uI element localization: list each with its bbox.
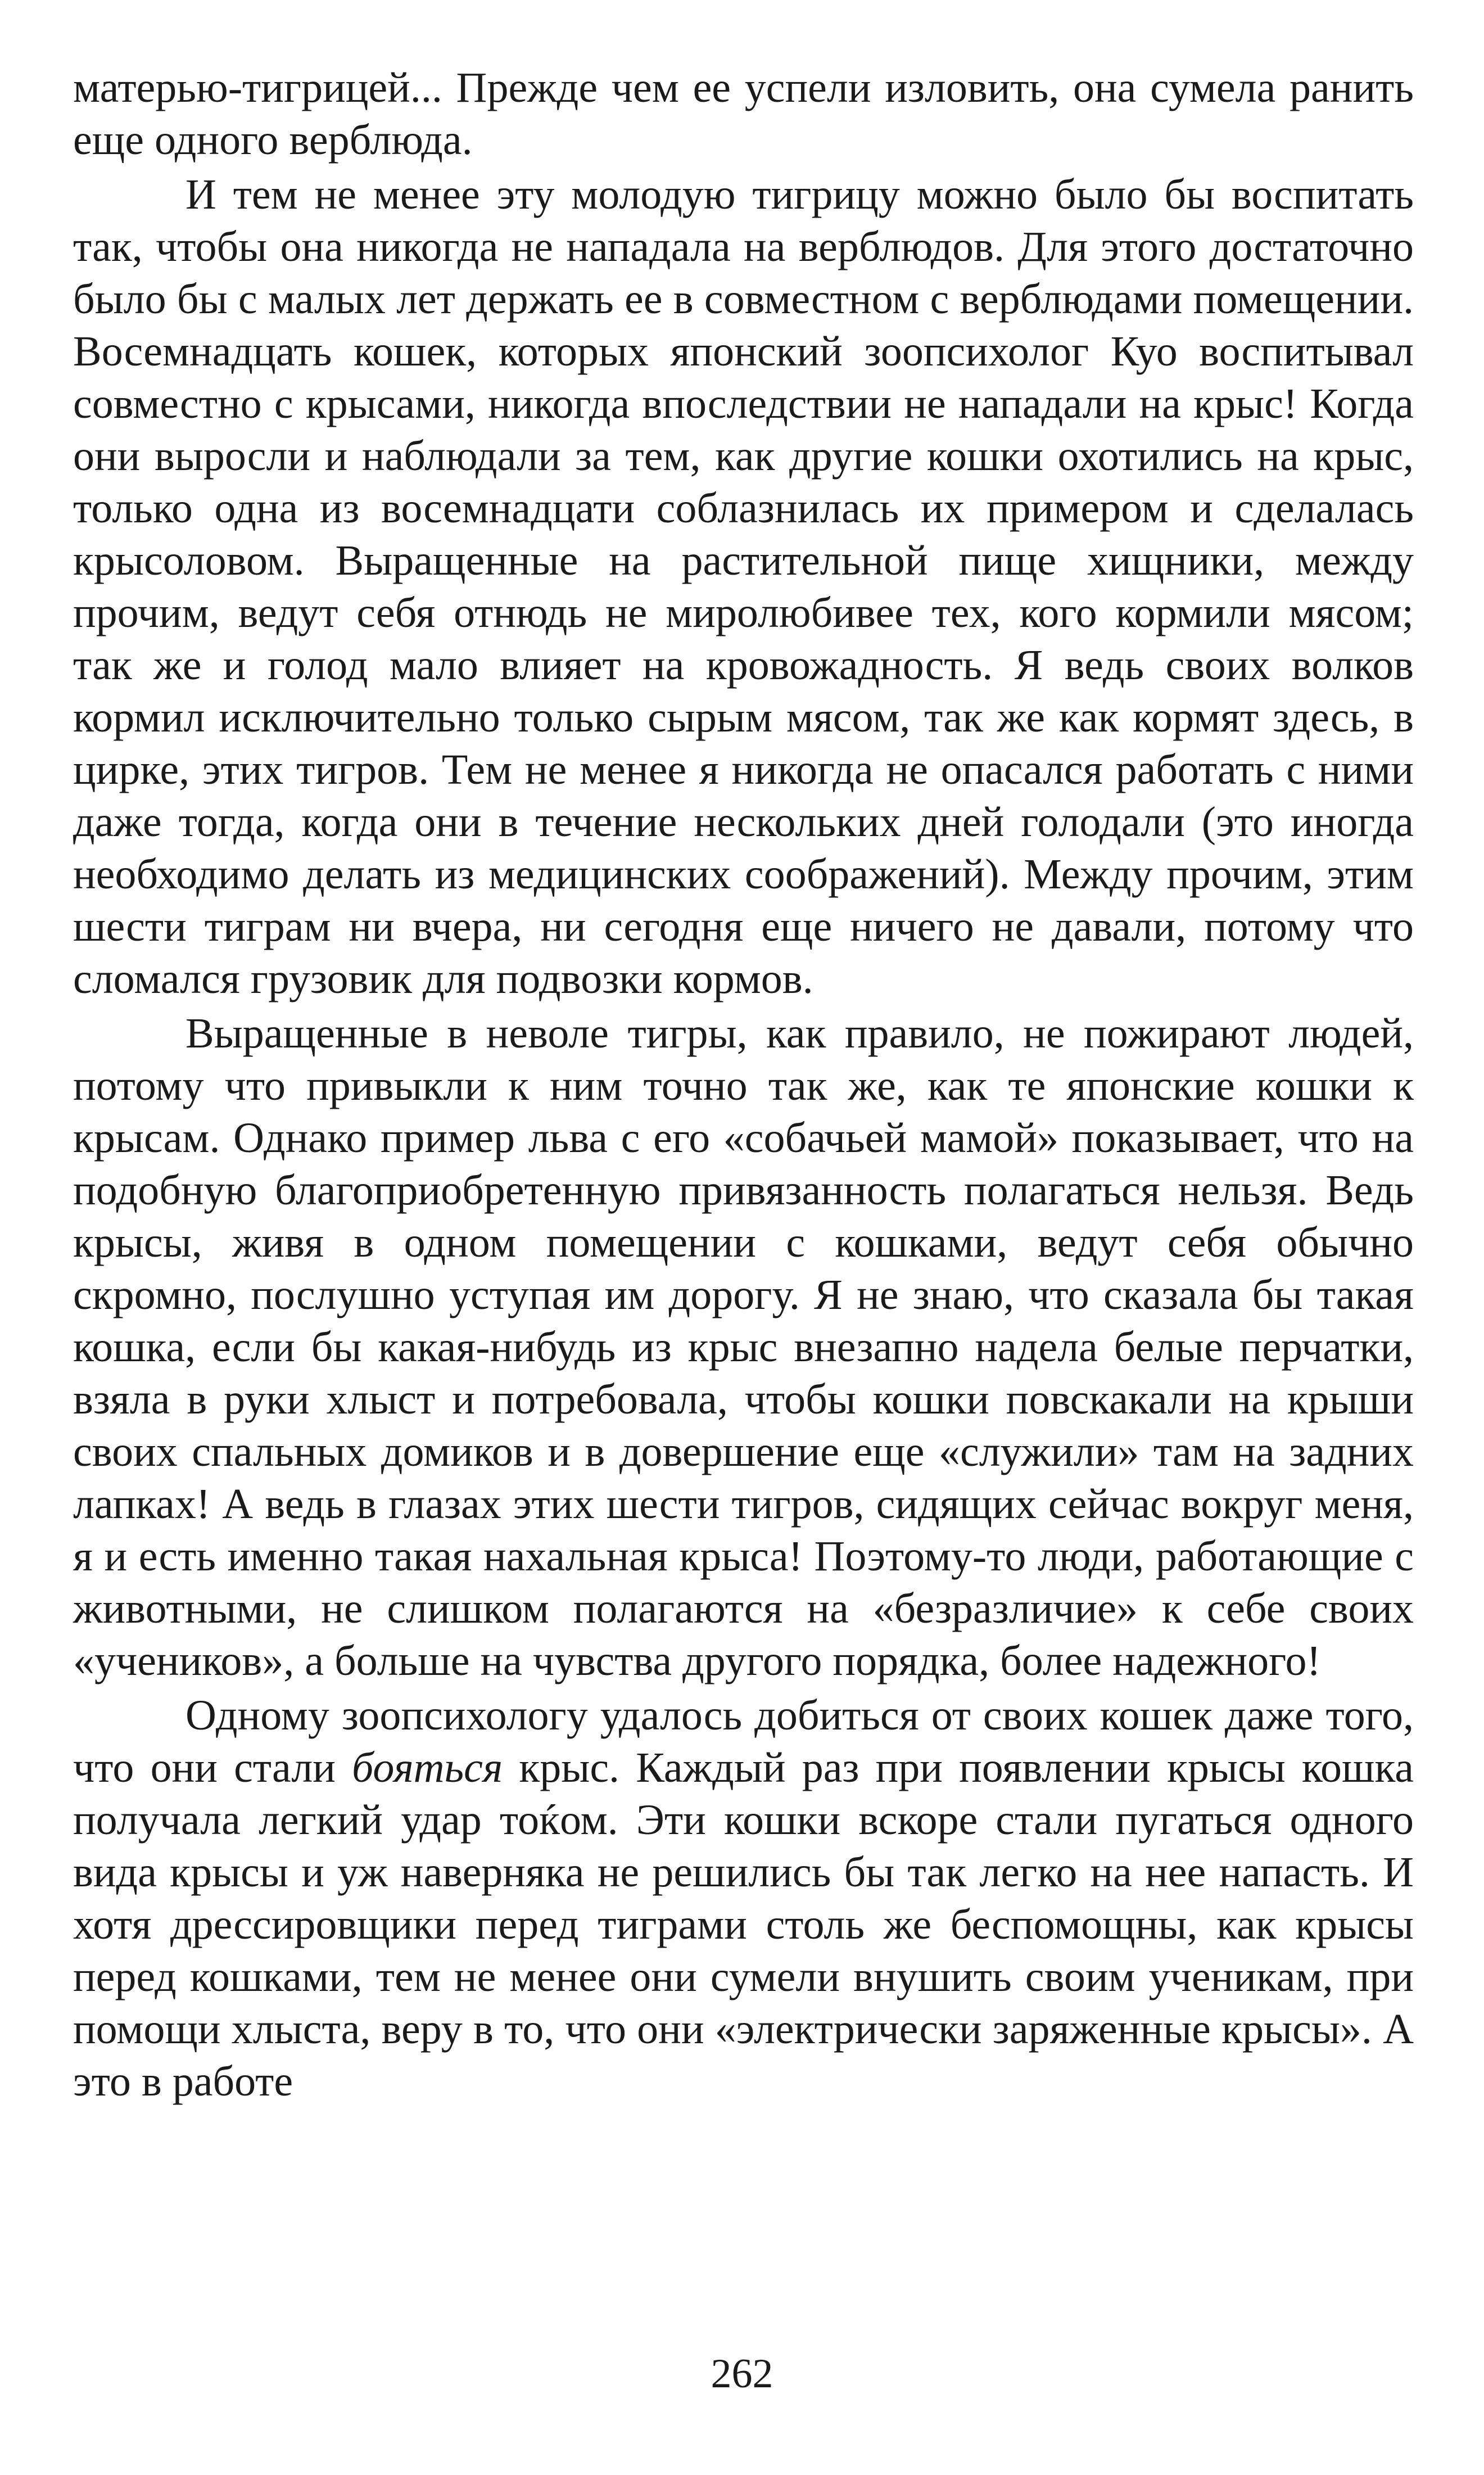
paragraph-text: И тем не менее эту молодую тигрицу можно было бы воспитать так, чтобы она никогда не нападала на верблюдов. Для этого достаточно было бы с малых лет держать ее в совместном с верблюдами помещении. Восемнадцать кошек, которых японский зоопсихолог Куо воспитывал совместно с крысами, никогда впоследствии не нападали на крыс! Когда они выросли и наблюдали за тем, как другие кошки охотились на крыс, только одна из восемнадцати соблазнилась их примером и сделалась крысоловом. Выращенные на растительной пище хищники, между прочим, ведут себя отнюдь не миролюбивее тех, кого кормили мясом; так же и голод мало влияет на кровожадность. Я ведь своих волков кормил исключительно только сырым мясом, так же как кормят здесь, в цирке, этих тигров. Тем не менее я никогда не опасался работать с ними даже тогда, когда они в течение нескольких дней голодали (это иногда необходимо делать из медицинских соображений). Между прочим, этим шести тиграм ни вчера, ни сегодня еще ничего не давали, потому что сломался грузовик для подвозки кормов. <box>73 171 1414 1002</box>
paragraph-text: Выращенные в неволе тигры, как правило, не пожирают людей, потому что привыкли к ним точно так же, как те японские кошки к крысам. Однако пример льва с его «собачьей мамой» показывает, что на подобную благоприобретенную привязанность полагаться нельзя. Ведь крысы, живя в одном помещении с кошками, ведут себя обычно скромно, послушно уступая им дорогу. Я не знаю, что сказала бы такая кошка, если бы какая-нибудь из крыс внезапно надела белые перчатки, взяла в руки хлыст и потребовала, чтобы кошки повскакали на крыши своих спальных домиков и в довершение еще «служили» там на задних лапках! А ведь в глазах этих шести тигров, сидящих сейчас вокруг меня, я и есть именно такая нахальная крыса! Поэтому-то люди, работающие с животными, не слишком полагаются на «безразличие» к себе своих «учеников», а больше на чувства другого порядка, более надежного! <box>73 1010 1414 1684</box>
paragraph-text: Одному зоопсихологу удалось добиться от своих кошек даже того, что они стали <box>73 1692 1414 1791</box>
page-number: 262 <box>711 2351 773 2397</box>
paragraph-text: матерью-тигрицей... Прежде чем ее успели изловить, она сумела ранить еще одного верблюда. <box>73 64 1414 164</box>
paragraph-2 <box>73 169 1414 1005</box>
paragraph-1 <box>73 62 1414 166</box>
italic-word: бояться <box>352 1744 503 1791</box>
paragraph-text: крыс. Каждый раз при появлении крысы кошка получала легкий удар тоќом. Эти кошки вскоре стали пугаться одного вида крысы и уж наверняка не решились бы так легко на нее напасть. И хотя дрессировщики перед тиграми столь же беспомощны, как крысы перед кошками, тем не менее они сумели внушить своим ученикам, при помощи хлыста, веру в то, что они «электрически заряженные крысы». А это в работе <box>73 1744 1414 2105</box>
paragraph-4 <box>73 1690 1414 2108</box>
page-body <box>73 62 1414 2110</box>
paragraph-3 <box>73 1008 1414 1687</box>
